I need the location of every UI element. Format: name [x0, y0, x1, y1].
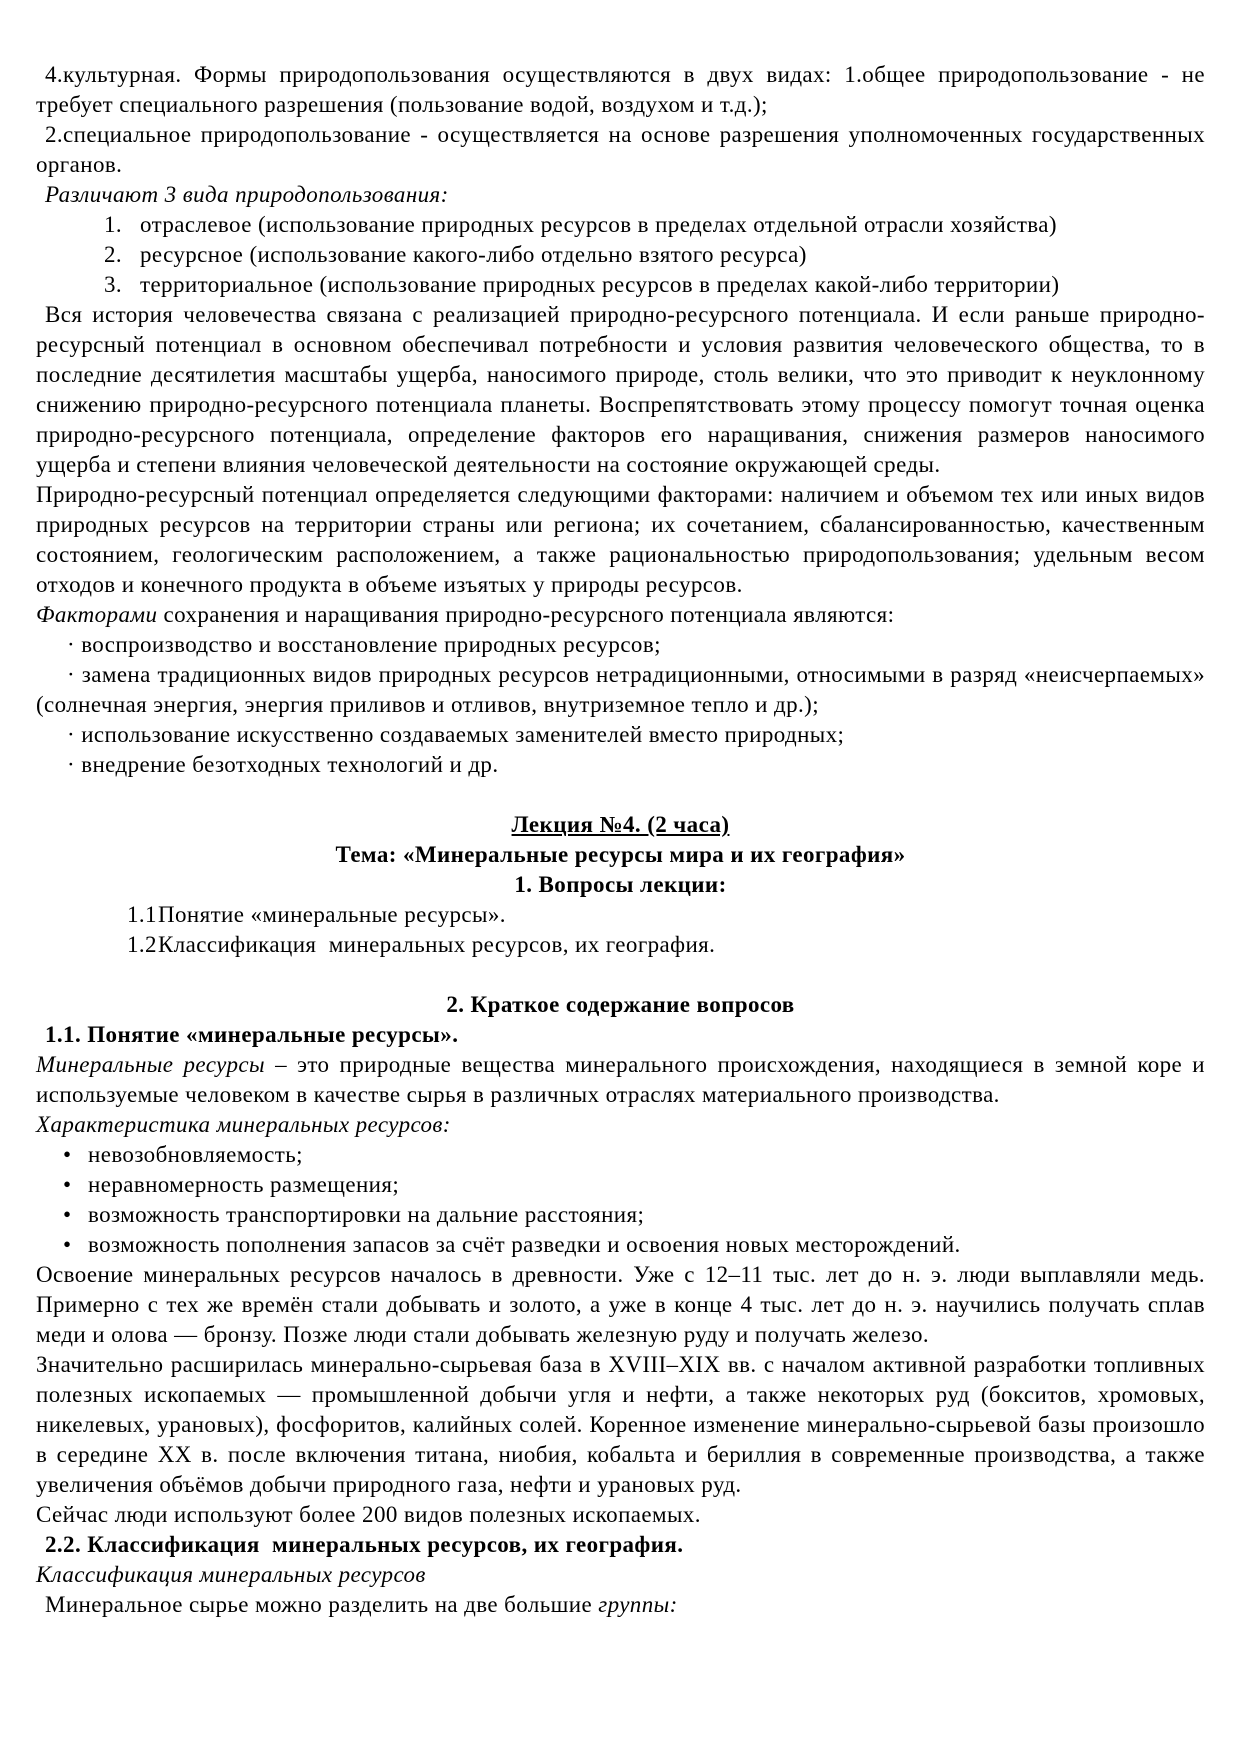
- lecture-theme: Тема: «Минеральные ресурсы мира и их география»: [335, 842, 906, 867]
- question-number: 1.1: [127, 902, 157, 927]
- list-number: 1.: [104, 212, 123, 237]
- summary-heading: 2. Краткое содержание вопросов: [446, 992, 795, 1017]
- usage-type-item: [104, 270, 1205, 300]
- factors-lead-word: Факторами: [36, 602, 158, 627]
- bullet-icon: •: [63, 1142, 72, 1167]
- spacer: [36, 780, 1205, 810]
- paragraph-today: Сейчас люди используют более 200 видов полезных ископаемых.: [36, 1502, 701, 1527]
- usage-type-text: территориальное (использование природных ресурсов в пределах какой-либо территории): [140, 272, 1060, 297]
- paragraph-usage-forms: 4.культурная. Формы природопользования осуществляются в двух видах: 1.общее природопользование - не требует специального разрешения (пользование водой, воздухом и т.д.);: [36, 62, 1205, 117]
- spacer: [36, 960, 1205, 990]
- question-text: Классификация минеральных ресурсов, их география.: [158, 932, 716, 957]
- paragraph-history: Вся история человечества связана с реализацией природно-ресурсного потенциала. И если раньше природно-ресурсный потенциал в основном обеспечивал потребности и условия развития человеческого общества, то в последние десятилетия масштабы ущерба, наносимого природе, столь велики, что это приводит к неуклонному снижению природно-ресурсного потенциала планеты. Воспрепятствовать этому процессу помогут точная оценка природно-ресурсного потенциала, определение факторов его наращивания, снижения размеров наносимого ущерба и степени влияния человеческой деятельности на состояние окружающей среды.: [36, 302, 1205, 477]
- characteristic-item: [63, 1230, 1205, 1260]
- usage-type-item: [104, 240, 1205, 270]
- paragraph-expansion: Значительно расширилась минерально-сырьевая база в XVIII–XIX вв. с началом активной разработки топливных полезных ископаемых — промышленной добычи угля и нефти, а также некоторых руд (бокситов, хромовых, никелевых, урановых), фосфоритов, калийных солей. Коренное изменение минерально-сырьевой базы произошло в середине XX в. после включения титана, ниобия, кобальта и бериллия в современные производства, а также увеличения объёмов добычи природного газа, нефти и урановых руд.: [36, 1352, 1205, 1497]
- paragraph-usage-types-intro: Различают 3 вида природопользования:: [45, 182, 449, 207]
- paragraph-potential: Природно-ресурсный потенциал определяется следующими факторами: наличием и объемом тех или иных видов природных ресурсов на территории страны или региона; их сочетанием, сбалансированностью, качественным состоянием, геологическим расположением, а также рациональностью природопользования; удельным весом отходов и конечного продукта в объеме изъятых у природы ресурсов.: [36, 482, 1205, 597]
- characteristic-text: возможность пополнения запасов за счёт разведки и освоения новых месторождений.: [88, 1232, 961, 1257]
- question-item: [127, 930, 1205, 960]
- characteristics-heading: Характеристика минеральных ресурсов:: [36, 1112, 451, 1137]
- question-item: [127, 900, 1205, 930]
- bullet-icon: •: [63, 1172, 72, 1197]
- list-number: 3.: [104, 272, 123, 297]
- paragraph-groups: [36, 1590, 1205, 1620]
- characteristic-text: возможность транспортировки на дальние расстояния;: [88, 1202, 645, 1227]
- factors-intro-text: сохранения и наращивания природно-ресурсного потенциала являются:: [157, 602, 895, 627]
- definition-text: – это природные вещества минерального происхождения, находящиеся в земной коре и используемые человеком в качестве сырья в различных отраслях материального производства.: [36, 1052, 1206, 1107]
- factor-item: · воспроизводство и восстановление природных ресурсов;: [67, 632, 661, 657]
- characteristic-item: [63, 1170, 1205, 1200]
- factor-item: · внедрение безотходных технологий и др.: [67, 752, 499, 777]
- paragraph-definition: [36, 1050, 1205, 1110]
- factor-item: · использование искусственно создаваемых заменителей вместо природных;: [67, 722, 845, 747]
- bullet-icon: •: [63, 1202, 72, 1227]
- list-number: 2.: [104, 242, 123, 267]
- section2-subheading: Классификация минеральных ресурсов: [36, 1562, 426, 1587]
- usage-type-text: ресурсное (использование какого-либо отдельно взятого ресурса): [140, 242, 807, 267]
- characteristic-text: невозобновляемость;: [88, 1142, 303, 1167]
- paragraph-ancient-history: Освоение минеральных ресурсов началось в древности. Уже с 12–11 тыс. лет до н. э. люди выплавляли медь. Примерно с тех же времён стали добывать и золото, а уже в конце 4 тыс. лет до н. э. научились получать сплав меди и олова — бронзу. Позже люди стали добывать железную руду и получать железо.: [36, 1262, 1205, 1347]
- paragraph-factors-intro: [36, 600, 1205, 630]
- factor-item: · замена традиционных видов природных ресурсов нетрадиционными, относимыми в разряд «неисчерпаемых» (солнечная энергия, энергия приливов и отливов, внутриземное тепло и др.);: [36, 662, 1205, 717]
- usage-type-item: [104, 210, 1205, 240]
- lecture-title-text: Лекция №4. (2 часа): [511, 812, 730, 837]
- question-text: Понятие «минеральные ресурсы».: [158, 902, 506, 927]
- groups-italic-word: группы:: [598, 1592, 678, 1617]
- characteristic-item: [63, 1200, 1205, 1230]
- bullet-icon: •: [63, 1232, 72, 1257]
- groups-text: Минеральное сырье можно разделить на две большие: [45, 1592, 599, 1617]
- question-number: 1.2: [127, 932, 157, 957]
- characteristic-item: [63, 1140, 1205, 1170]
- questions-heading: 1. Вопросы лекции:: [514, 872, 727, 897]
- definition-term: Минеральные ресурсы: [36, 1052, 265, 1077]
- usage-type-text: отраслевое (использование природных ресурсов в пределах отдельной отрасли хозяйства): [140, 212, 1057, 237]
- section2-heading: 2.2. Классификация минеральных ресурсов, их география.: [45, 1532, 684, 1557]
- lecture-title: [36, 810, 1205, 840]
- characteristic-text: неравномерность размещения;: [88, 1172, 400, 1197]
- paragraph-special-usage: 2.специальное природопользование - осуществляется на основе разрешения уполномоченных государственных органов.: [36, 122, 1205, 177]
- section1-heading: 1.1. Понятие «минеральные ресурсы».: [45, 1022, 459, 1047]
